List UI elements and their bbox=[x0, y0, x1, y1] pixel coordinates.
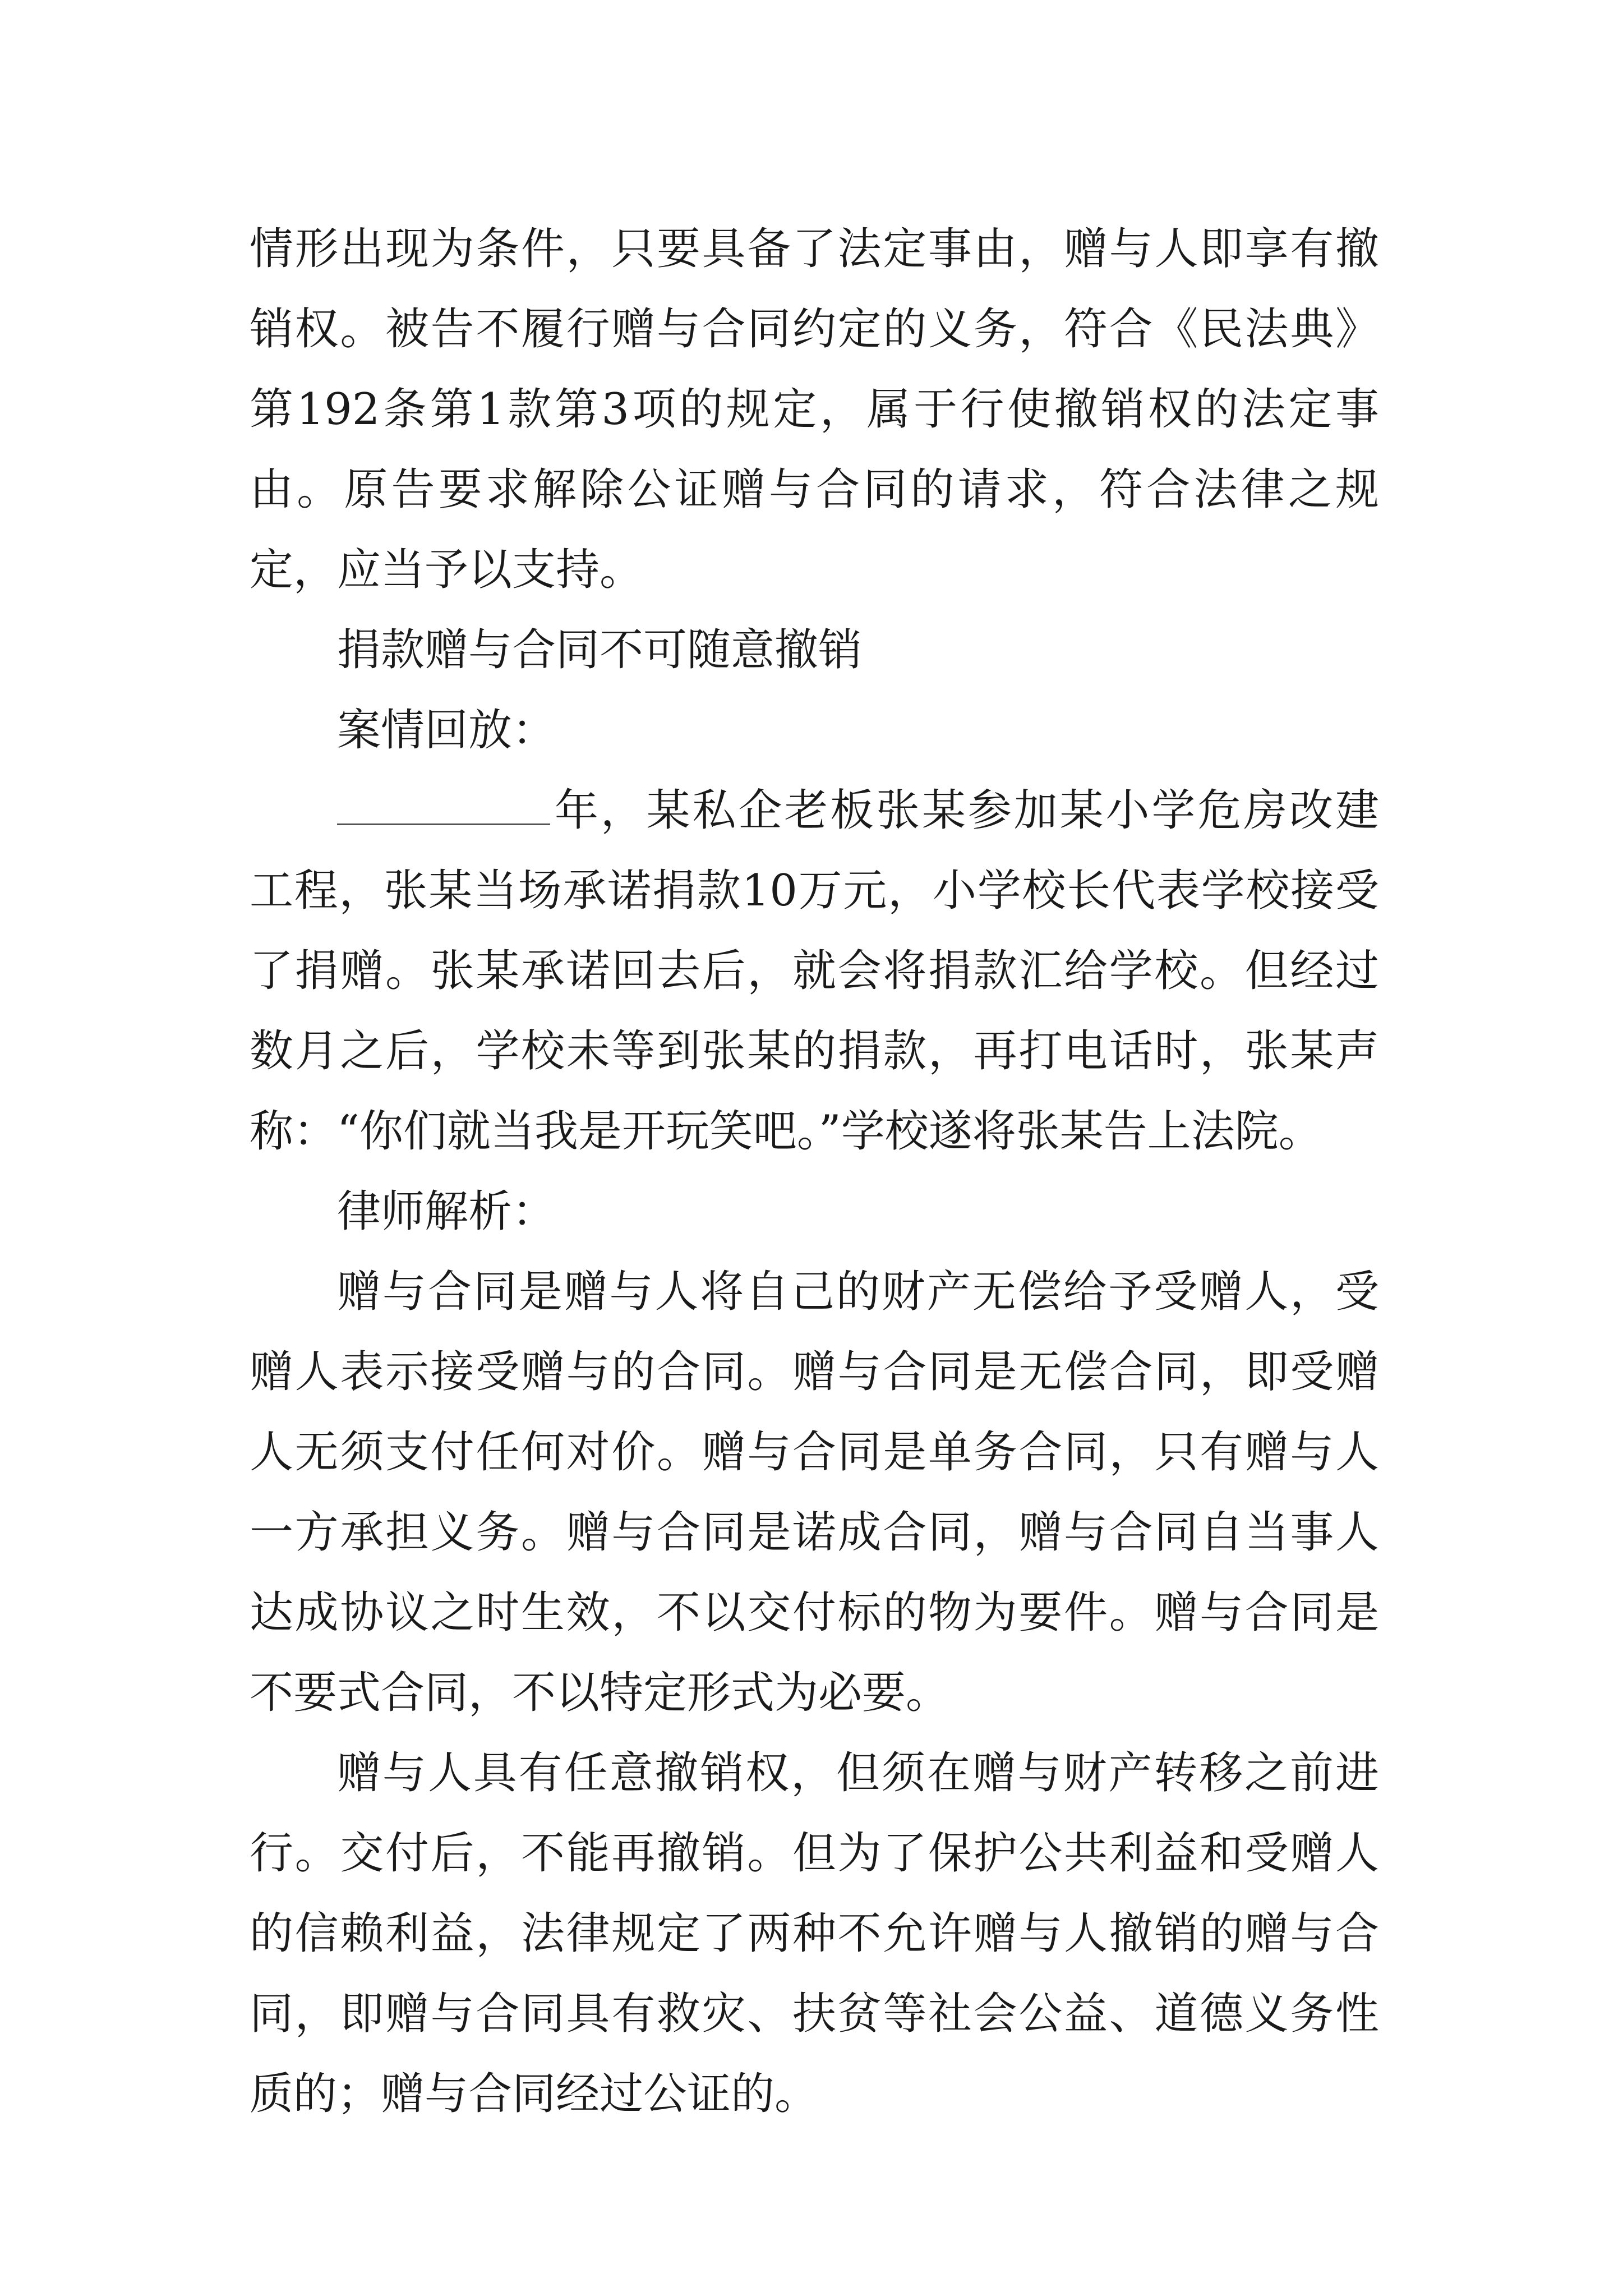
blank-underline bbox=[337, 823, 550, 825]
section-heading: 捐款赠与合同不可随意撤销 bbox=[337, 625, 863, 675]
document-body bbox=[250, 209, 1379, 2134]
paragraph-1: 情形出现为条件，只要具备了法定事由，赠与人即享有撤销权。被告不履行赠与合同约定的义务，符合《民法典》第192条第1款第3项的规定，属于行使撤销权的法定事由。原告要求解除公证赠与合同的请求，符合法律之规定，应当予以支持。 bbox=[250, 224, 1379, 595]
case-text: 年，某私企老板张某参加某小学危房改建工程，张某当场承诺捐款10万元，小学校长代表学校接受了捐赠。张某承诺回去后，就会将捐款汇给学校。但经过数月之后，学校未等到张某的捐款，再打电话时，张某声称：“你们就当我是开玩笑吧。”学校遂将张某告上法院。 bbox=[250, 785, 1379, 1157]
case-paragraph bbox=[250, 771, 1379, 1172]
case-review-label: 案情回放： bbox=[337, 705, 556, 756]
analysis-paragraph-2: 赠与人具有任意撤销权，但须在赠与财产转移之前进行。交付后，不能再撤销。但为了保护公共利益和受赠人的信赖利益，法律规定了两种不允许赠与人撤销的赠与合同，即赠与合同具有救灾、扶贫等社会公益、道德义务性质的；赠与合同经过公证的。 bbox=[250, 1748, 1379, 2119]
analysis-paragraph-1: 赠与合同是赠与人将自己的财产无偿给予受赠人，受赠人表示接受赠与的合同。赠与合同是无偿合同，即受赠人无须支付任何对价。赠与合同是单务合同，只有赠与人一方承担义务。赠与合同是诺成合同，赠与合同自当事人达成协议之时生效，不以交付标的物为要件。赠与合同是不要式合同，不以特定形式为必要。 bbox=[250, 1267, 1379, 1718]
lawyer-analysis-label: 律师解析： bbox=[337, 1186, 556, 1237]
